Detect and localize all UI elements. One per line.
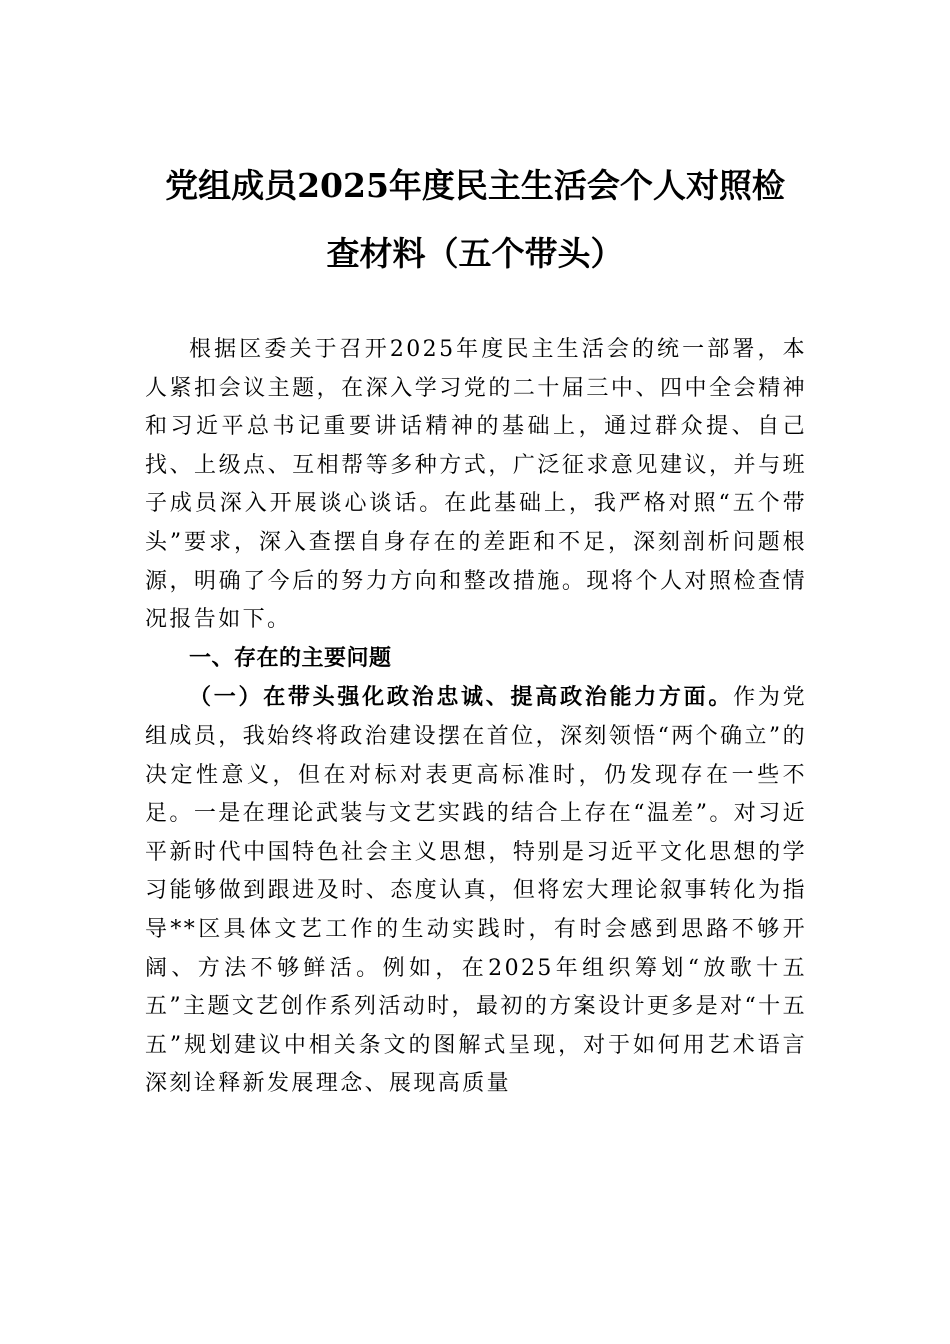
document-body: [145, 331, 807, 1104]
subsection-1-body: 作为党组成员，我始终将政治建设摆在首位，深刻领悟“两个确立”的决定性意义，但在对标对表更高标准时，仍发现存在一些不足。一是在理论武装与文艺实践的结合上存在“温差”。对习近平新时代中国特色社会主义思想，特别是习近平文化思想的学习能够做到跟进及时、态度认真，但将宏大理论叙事转化为指导**区具体文艺工作的生动实践时，有时会感到思路不够开阔、方法不够鲜活。例如，在2025年组织筹划“放歌十五五”主题文艺创作系列活动时，最初的方案设计更多是对“十五五”规划建议中相关条文的图解式呈现，对于如何用艺术语言深刻诠释新发展理念、展现高质量: [145, 685, 807, 1097]
subsection-1-paragraph: [145, 678, 807, 1104]
section-heading-problems: 一、存在的主要问题: [189, 645, 392, 671]
title-line-1: 党组成员2025年度民主生活会个人对照检: [165, 166, 785, 205]
document-title: [140, 152, 810, 288]
title-line-2: 查材料（五个带头）: [326, 234, 624, 273]
intro-paragraph: 根据区委关于召开2025年度民主生活会的统一部署，本人紧扣会议主题，在深入学习党的二十届三中、四中全会精神和习近平总书记重要讲话精神的基础上，通过群众提、自己找、上级点、互相帮等多种方式，广泛征求意见建议，并与班子成员深入开展谈心谈话。在此基础上，我严格对照“五个带头”要求，深入查摆自身存在的差距和不足，深刻剖析问题根源，明确了今后的努力方向和整改措施。现将个人对照检查情况报告如下。: [145, 337, 807, 633]
subsection-1-lead: （一）在带头强化政治忠诚、提高政治能力方面。: [189, 684, 734, 711]
